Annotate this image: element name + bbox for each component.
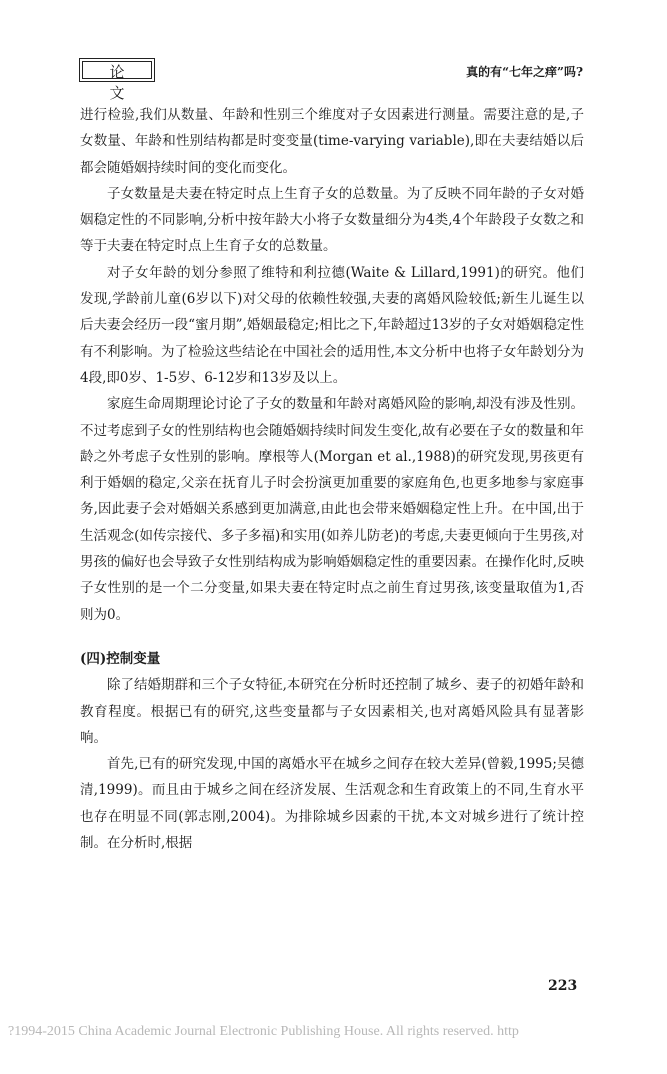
page-number: 223 bbox=[548, 978, 578, 994]
copyright-footer: ?1994-2015 China Academic Journal Electronic Publishing House. All rights reserved. http bbox=[8, 1024, 519, 1039]
section-label-box bbox=[79, 58, 155, 102]
section-label: 论文 bbox=[109, 63, 147, 102]
paragraph-4: 家庭生命周期理论讨论了子女的数量和年龄对离婚风险的影响,却没有涉及性别。不过考虑到子女的性别结构也会随婚姻持续时间发生变化,故有必要在子女的数量和年龄之外考虑子女性别的影响。摩根等人(Morgan et al.,1988)的研究发现,男孩更有利于婚姻的稳定,父亲在抚育儿子时会扮演更加重要的家庭角色,也更多地参与家庭事务,因此妻子会对婚姻关系感到更加满意,由此也会带来婚姻稳定性上升。在中国,出于生活观念(如传宗接代、多子多福)和实用(如养儿防老)的考虑,夫妻更倾向于生男孩,对男孩的偏好也会导致子女性别结构成为影响婚姻稳定性的重要因素。在操作化时,反映子女性别的是一个二分变量,如果夫妻在特定时点之前生育过男孩,该变量取值为1,否则为0。 bbox=[80, 396, 584, 623]
article-body bbox=[80, 102, 584, 856]
running-title: 真的有“七年之痒”吗? bbox=[466, 65, 583, 79]
section-heading: (四)控制变量 bbox=[80, 650, 161, 667]
paragraph-3: 对子女年龄的划分参照了维特和利拉德(Waite & Lillard,1991)的研究。他们发现,学龄前儿童(6岁以下)对父母的依赖性较强,夫妻的离婚风险较低;新生儿诞生以后夫妻会经历一段“蜜月期”,婚姻最稳定;相比之下,年龄超过13岁的子女对婚姻稳定性有不利影响。为了检验这些结论在中国社会的适用性,本文分析中也将子女年龄划分为4段,即0岁、1-5岁、6-12岁和13岁及以上。 bbox=[80, 264, 584, 386]
paragraph-2: 子女数量是夫妻在特定时点上生育子女的总数量。为了反映不同年龄的子女对婚姻稳定性的不同影响,分析中按年龄大小将子女数量细分为4类,4个年龄段子女数之和等于夫妻在特定时点上生育子女的总数量。 bbox=[80, 185, 584, 255]
paragraph-5: 除了结婚期群和三个子女特征,本研究在分析时还控制了城乡、妻子的初婚年龄和教育程度。根据已有的研究,这些变量都与子女因素相关,也对离婚风险具有显著影响。 bbox=[80, 677, 584, 746]
paragraph-1: 进行检验,我们从数量、年龄和性别三个维度对子女因素进行测量。需要注意的是,子女数量、年龄和性别结构都是时变变量(time-varying variable),即在夫妻结婚以后都会随婚姻持续时间的变化而变化。 bbox=[80, 107, 584, 176]
paragraph-6: 首先,已有的研究发现,中国的离婚水平在城乡之间存在较大差异(曾毅,1995;吴德清,1999)。而且由于城乡之间在经济发展、生活观念和生育政策上的不同,生育水平也存在明显不同(郭志刚,2004)。为排除城乡因素的干扰,本文对城乡进行了统计控制。在分析时,根据 bbox=[80, 756, 584, 852]
